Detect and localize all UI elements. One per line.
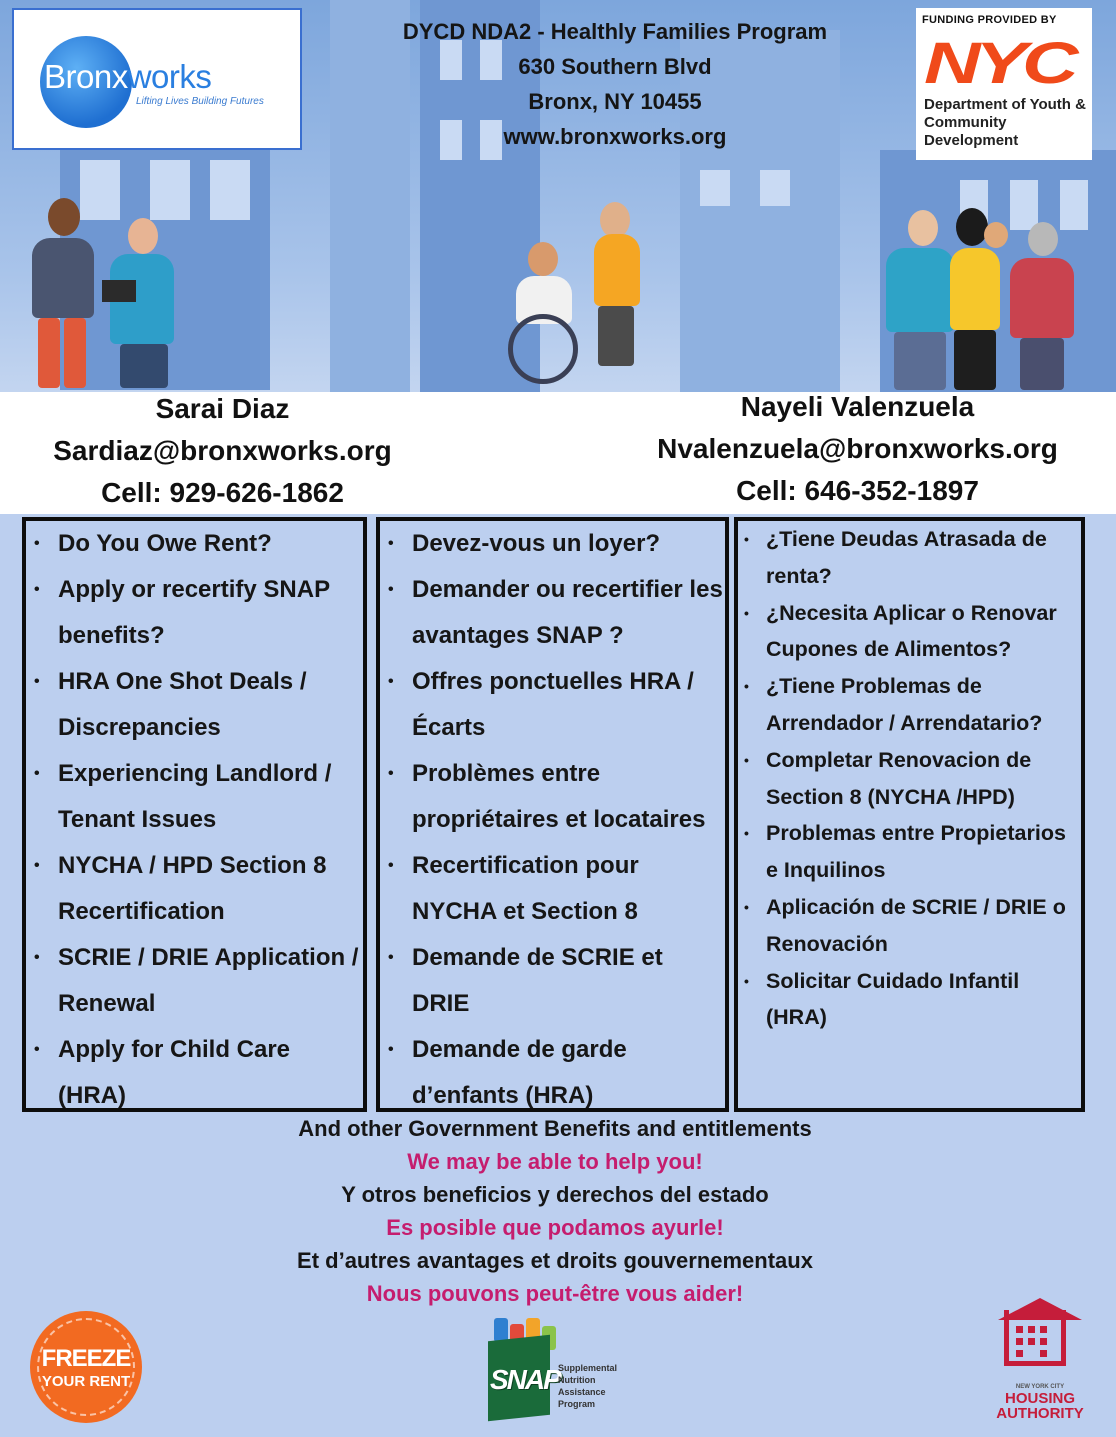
website-link[interactable]: www.bronxworks.org xyxy=(503,124,727,149)
contact-email[interactable]: Nvalenzuela@bronxworks.org xyxy=(657,433,1058,464)
contact-card-left xyxy=(30,388,415,514)
list-item: • Completar Renovacion de Section 8 (NYCHA /HPD) xyxy=(766,742,1081,816)
contact-cell: Cell: 929-626-1862 xyxy=(101,477,344,508)
list-item: • Recertification pour NYCHA et Section 8 xyxy=(412,843,725,935)
closing-en-help: We may be able to help you! xyxy=(407,1149,703,1174)
services-english-column xyxy=(22,517,367,1112)
closing-message xyxy=(160,1112,950,1310)
list-item: • SCRIE / DRIE Application / Renewal xyxy=(58,935,363,1027)
city-scene-illustration xyxy=(0,0,1116,392)
people-illustration-left xyxy=(10,190,180,390)
funding-dept: Department of Youth & Community Development xyxy=(924,96,1086,149)
closing-es-help: Es posible que podamos ayurle! xyxy=(386,1215,724,1240)
contact-name: Nayeli Valenzuela xyxy=(740,391,975,422)
list-item: • Apply or recertify SNAP benefits? xyxy=(58,567,363,659)
logo-tagline: Lifting Lives Building Futures xyxy=(136,96,264,107)
freeze-your-rent-logo xyxy=(30,1311,142,1423)
nycha-logo xyxy=(992,1304,1088,1422)
logo-brand-b: works xyxy=(127,58,212,95)
people-illustration-right xyxy=(880,200,1090,392)
funding-label: FUNDING PROVIDED BY xyxy=(922,14,1057,26)
list-item: • Apply for Child Care (HRA) xyxy=(58,1027,363,1119)
closing-en: And other Government Benefits and entitlements xyxy=(298,1116,812,1141)
building-icon xyxy=(1004,1310,1066,1366)
contact-name: Sarai Diaz xyxy=(155,393,290,424)
list-item: • HRA One Shot Deals / Discrepancies xyxy=(58,659,363,751)
list-item: • Do You Owe Rent? xyxy=(58,521,363,567)
services-spanish-column xyxy=(734,517,1085,1112)
nycha-small-text: NEW YORK CITY xyxy=(1015,1384,1065,1390)
nyc-logo: NYC xyxy=(924,31,1074,96)
list-item: • Demande de SCRIE et DRIE xyxy=(412,935,725,1027)
contact-email[interactable]: Sardiaz@bronxworks.org xyxy=(53,435,392,466)
closing-fr-help: Nous pouvons peut-être vous aider! xyxy=(366,1281,744,1306)
nyc-funding-logo xyxy=(916,8,1092,160)
list-item: • NYCHA / HPD Section 8 Recertification xyxy=(58,843,363,935)
bronxworks-logo xyxy=(12,8,302,150)
nycha-text: HOUSING AUTHORITY xyxy=(996,1390,1084,1422)
contact-cell: Cell: 646-352-1897 xyxy=(736,475,979,506)
address-line-1: 630 Southern Blvd xyxy=(518,54,712,79)
list-item: • ¿Tiene Deudas Atrasada de renta? xyxy=(766,521,1081,595)
list-item: • ¿Tiene Problemas de Arrendador / Arrendatario? xyxy=(766,668,1081,742)
freeze-line-1: FREEZE xyxy=(41,1345,131,1372)
address-line-2: Bronx, NY 10455 xyxy=(528,89,702,114)
program-title: DYCD NDA2 - Healthly Families Program xyxy=(402,19,828,44)
list-item: • Offres ponctuelles HRA / Écarts xyxy=(412,659,725,751)
logo-brand-a: Bronx xyxy=(44,58,128,95)
snap-program-text: Supplemental Nutrition Assistance Program xyxy=(558,1363,618,1409)
list-item: • Demande de garde d’enfants (HRA) xyxy=(412,1027,725,1119)
list-item: • Solicitar Cuidado Infantil (HRA) xyxy=(766,963,1081,1037)
freeze-line-2: YOUR RENT xyxy=(41,1373,131,1390)
snap-logo xyxy=(486,1316,636,1421)
services-french-column xyxy=(376,517,729,1112)
program-header xyxy=(330,14,900,154)
contact-card-right xyxy=(630,386,1085,512)
closing-es: Y otros beneficios y derechos del estado xyxy=(341,1182,769,1207)
list-item: • Problèmes entre propriétaires et locataires xyxy=(412,751,725,843)
list-item: • Demander ou recertifier les avantages SNAP ? xyxy=(412,567,725,659)
list-item: • Problemas entre Propietarios e Inquilinos xyxy=(766,815,1081,889)
people-illustration-center xyxy=(500,196,660,392)
list-item: • Experiencing Landlord / Tenant Issues xyxy=(58,751,363,843)
list-item: • ¿Necesita Aplicar o Renovar Cupones de Alimentos? xyxy=(766,595,1081,669)
list-item: • Devez-vous un loyer? xyxy=(412,521,725,567)
closing-fr: Et d’autres avantages et droits gouvernementaux xyxy=(297,1248,813,1273)
snap-word: SNAP xyxy=(490,1364,560,1395)
list-item: • Aplicación de SCRIE / DRIE o Renovación xyxy=(766,889,1081,963)
